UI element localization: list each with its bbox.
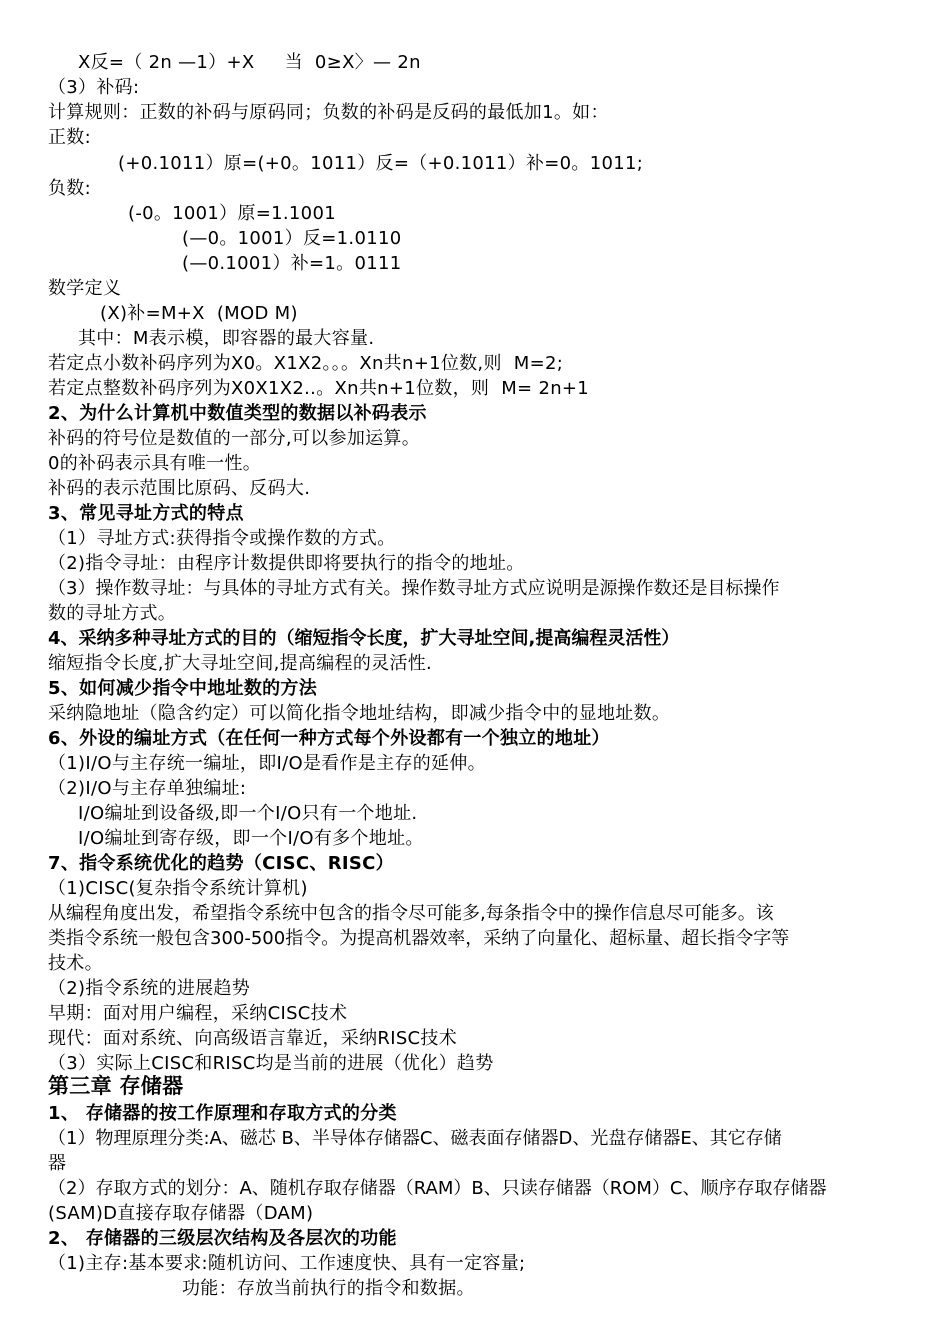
paragraph-line: (SAM)D直接存取存储器（DAM): [48, 1203, 314, 1224]
paragraph-line: 采纳隐地址（隐含约定）可以简化指令地址结构，即减少指令中的显地址数。: [48, 703, 671, 724]
paragraph-line: 现代：面对系统、向高级语言靠近，采纳RISC技术: [48, 1028, 458, 1049]
paragraph-line: （1)主存:基本要求:随机访问、工作速度快、具有一定容量;: [48, 1253, 526, 1274]
paragraph-line: 器: [48, 1153, 67, 1174]
paragraph-line: 类指令系统一般包含300-500指令。为提高机器效率，采纳了向量化、超标量、超长指令字等: [48, 928, 790, 949]
paragraph-line: （2)指令系统的进展趋势: [48, 978, 251, 999]
paragraph-line: 正数:: [48, 127, 91, 148]
paragraph-line: （2)指令寻址：由程序计数提供即将要执行的指令的地址。: [48, 553, 525, 574]
paragraph-line: 早期：面对用户编程，采纳CISC技术: [48, 1003, 348, 1024]
paragraph-line: （1)CISC(复杂指令系统计算机): [48, 878, 308, 899]
paragraph-line: 数的寻址方式。: [48, 603, 177, 624]
formula-line: (—0。1001）反=1.0110: [182, 228, 402, 249]
formula-line: (+0.1011）原=(+0。1011）反=（+0.1011）补=0。1011;: [118, 153, 644, 174]
paragraph-line: 负数:: [48, 178, 91, 199]
paragraph-line: 计算规则：正数的补码与原码同；负数的补码是反码的最低加1。如：: [48, 102, 609, 123]
section-heading: 2、为什么计算机中数值类型的数据以补码表示: [48, 403, 427, 424]
section-heading: 1、 存储器的按工作原理和存取方式的分类: [48, 1103, 397, 1124]
subsection-heading: （3）补码:: [48, 77, 140, 98]
formula-line: (-0。1001）原=1.1001: [128, 203, 336, 224]
paragraph-line: 从编程角度出发，希望指令系统中包含的指令尽可能多,每条指令中的操作信息尽可能多。该: [48, 903, 774, 924]
paragraph-line: （1）物理原理分类:A、磁芯 B、半导体存储器C、磁表面存储器D、光盘存储器E、其它存储: [48, 1128, 782, 1149]
paragraph-line: 补码的符号位是数值的一部分,可以参加运算。: [48, 428, 421, 449]
paragraph-line: 缩短指令长度,扩大寻址空间,提高编程的灵活性.: [48, 653, 433, 674]
paragraph-line: （3）操作数寻址：与具体的寻址方式有关。操作数寻址方式应说明是源操作数还是目标操作: [48, 578, 780, 599]
paragraph-line: 若定点整数补码序列为X0X1X2..。Xn共n+1位数，则 M= 2n+1: [48, 378, 590, 399]
section-heading: 3、常见寻址方式的特点: [48, 503, 244, 524]
section-heading: 2、 存储器的三级层次结构及各层次的功能: [48, 1228, 397, 1249]
paragraph-line: I/O编址到寄存级，即一个I/O有多个地址。: [78, 828, 424, 849]
paragraph-line: （1）寻址方式:获得指令或操作数的方式。: [48, 528, 396, 549]
section-heading: 7、指令系统优化的趋势（CISC、RISC）: [48, 853, 394, 874]
paragraph-line: 若定点小数补码序列为X0。X1X2。。。Xn共n+1位数,则 M=2;: [48, 353, 564, 374]
paragraph-line: I/O编址到设备级,即一个I/O只有一个地址.: [78, 803, 418, 824]
paragraph-line: 其中：M表示模，即容器的最大容量.: [78, 328, 375, 349]
section-heading: 6、外设的编址方式（在任何一种方式每个外设都有一个独立的地址）: [48, 728, 610, 749]
paragraph-line: （2)I/O与主存单独编址:: [48, 778, 247, 799]
paragraph-line: 数学定义: [48, 278, 122, 299]
paragraph-line: 0的补码表示具有唯一性。: [48, 453, 262, 474]
formula-line: (X)补=M+X (MOD M): [100, 303, 298, 324]
formula-line: (—0.1001）补=1。0111: [182, 253, 402, 274]
paragraph-line: （1)I/O与主存统一编址，即I/O是看作是主存的延伸。: [48, 753, 486, 774]
paragraph-line: （2）存取方式的划分：A、随机存取存储器（RAM）B、只读存储器（ROM）C、顺序存取存储器: [48, 1178, 827, 1199]
paragraph-line: （3）实际上CISC和RISC均是当前的进展（优化）趋势: [48, 1053, 494, 1074]
chapter-heading: 第三章 存储器: [48, 1074, 184, 1098]
paragraph-line: 技术。: [48, 953, 103, 974]
formula-line: X反=（ 2n —1）+X 当 0≥X〉— 2n: [78, 52, 421, 73]
paragraph-line: 补码的表示范围比原码、反码大.: [48, 478, 311, 499]
section-heading: 5、如何减少指令中地址数的方法: [48, 678, 318, 699]
paragraph-line: 功能：存放当前执行的指令和数据。: [182, 1278, 475, 1299]
section-heading: 4、采纳多种寻址方式的目的（缩短指令长度，扩大寻址空间,提高编程灵活性）: [48, 628, 680, 649]
